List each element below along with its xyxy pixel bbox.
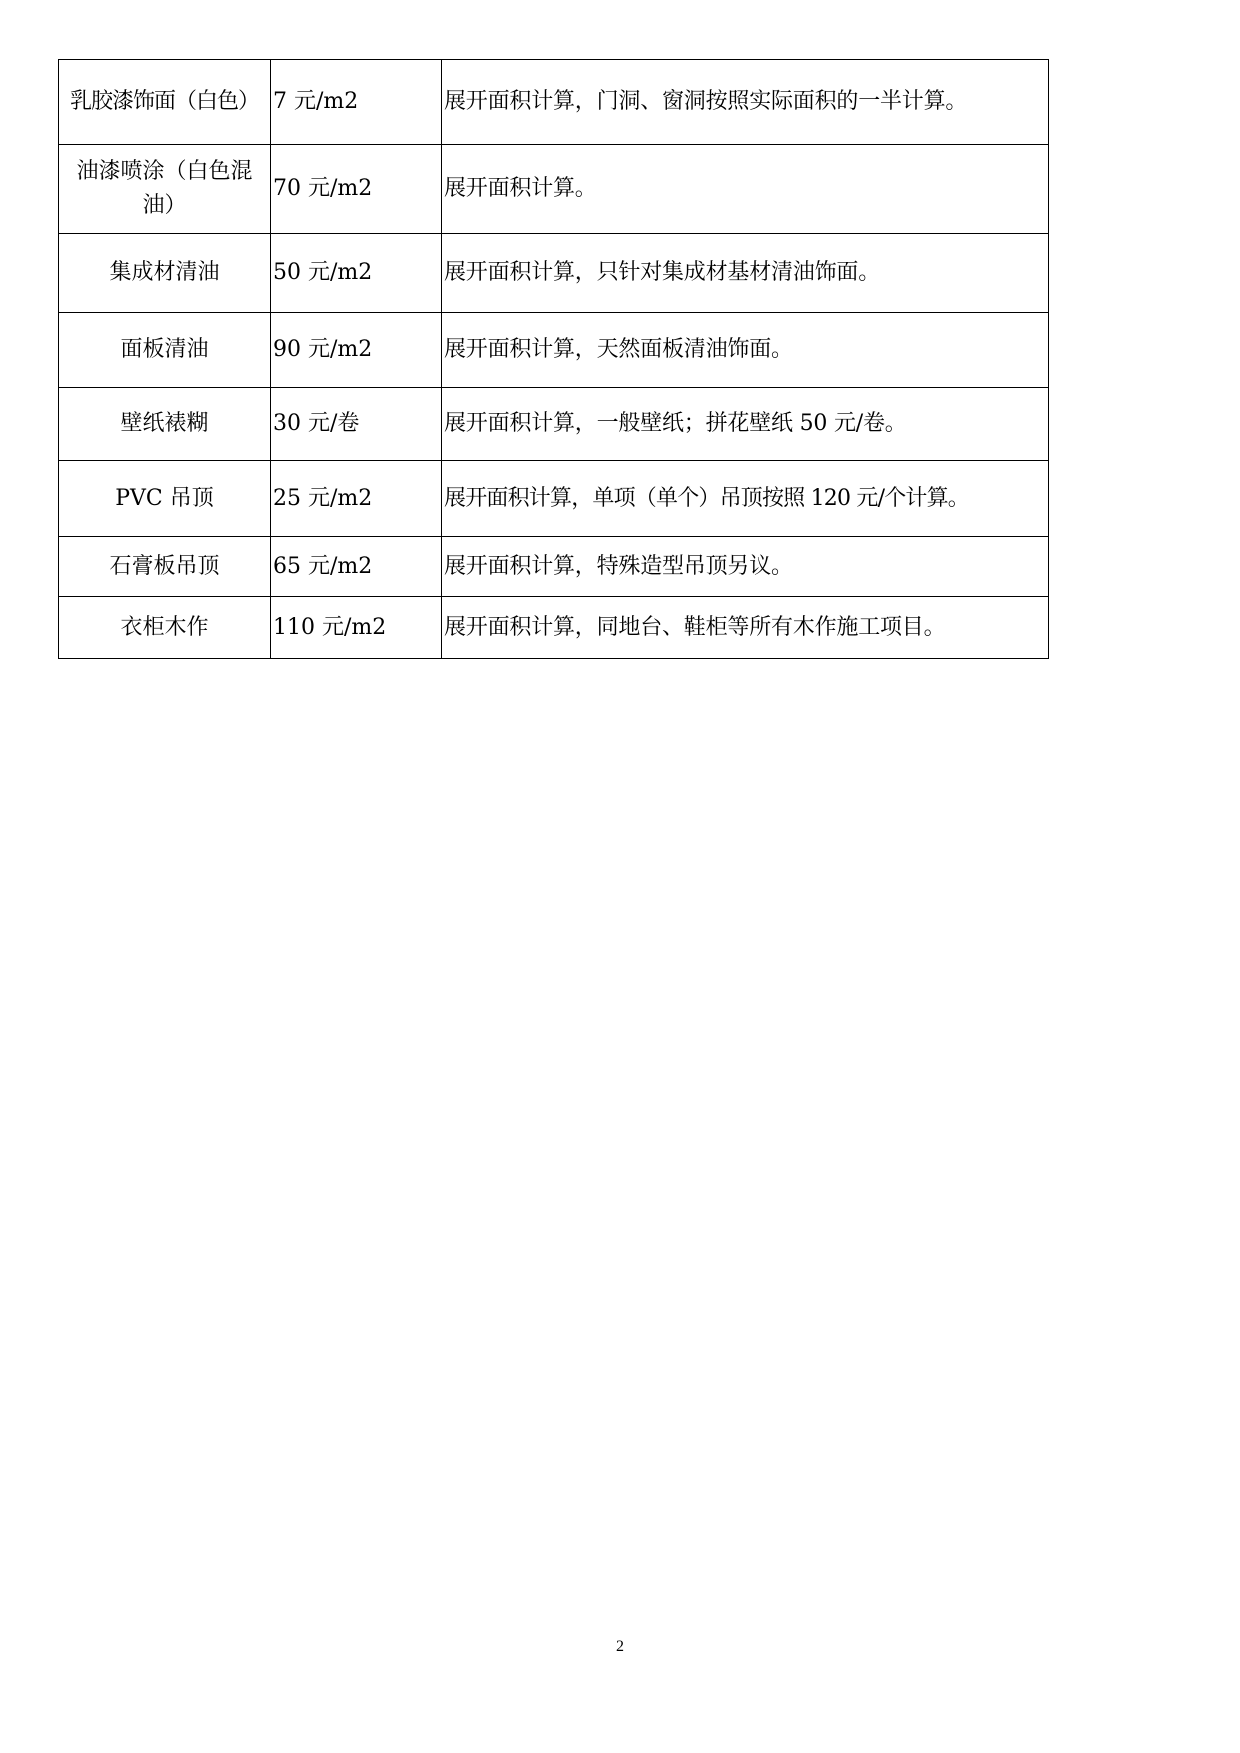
description-cell: 展开面积计算，只针对集成材基材清油饰面。 [442,234,1049,313]
description-cell: 展开面积计算，天然面板清油饰面。 [442,313,1049,388]
description-cell: 展开面积计算，特殊造型吊顶另议。 [442,537,1049,597]
table-row [59,145,1049,234]
description-cell: 展开面积计算，一般壁纸；拼花壁纸 50 元/卷。 [442,388,1049,461]
price-cell: 65 元/m2 [271,537,442,597]
description-cell: 展开面积计算，门洞、窗洞按照实际面积的一半计算。 [442,60,1049,145]
price-cell: 25 元/m2 [271,461,442,537]
table-row [59,597,1049,659]
table-row [59,313,1049,388]
table-row [59,461,1049,537]
item-cell: 面板清油 [59,313,271,388]
item-cell: 石膏板吊顶 [59,537,271,597]
price-cell: 50 元/m2 [271,234,442,313]
description-cell: 展开面积计算。 [442,145,1049,234]
item-cell: PVC 吊顶 [59,461,271,537]
item-cell: 壁纸裱糊 [59,388,271,461]
page-number: 2 [616,1638,624,1655]
item-cell: 乳胶漆饰面（白色） [59,60,271,145]
table-row [59,60,1049,145]
price-cell: 7 元/m2 [271,60,442,145]
item-cell: 集成材清油 [59,234,271,313]
price-cell: 90 元/m2 [271,313,442,388]
price-cell: 70 元/m2 [271,145,442,234]
price-cell: 110 元/m2 [271,597,442,659]
description-cell: 展开面积计算，单项（单个）吊顶按照 120 元/个计算。 [442,461,1049,537]
price-cell: 30 元/卷 [271,388,442,461]
table-row [59,537,1049,597]
item-cell: 油漆喷涂（白色混油） [59,145,271,234]
description-cell: 展开面积计算，同地台、鞋柜等所有木作施工项目。 [442,597,1049,659]
price-table [58,59,1049,659]
item-cell: 衣柜木作 [59,597,271,659]
table-row [59,388,1049,461]
table-row [59,234,1049,313]
